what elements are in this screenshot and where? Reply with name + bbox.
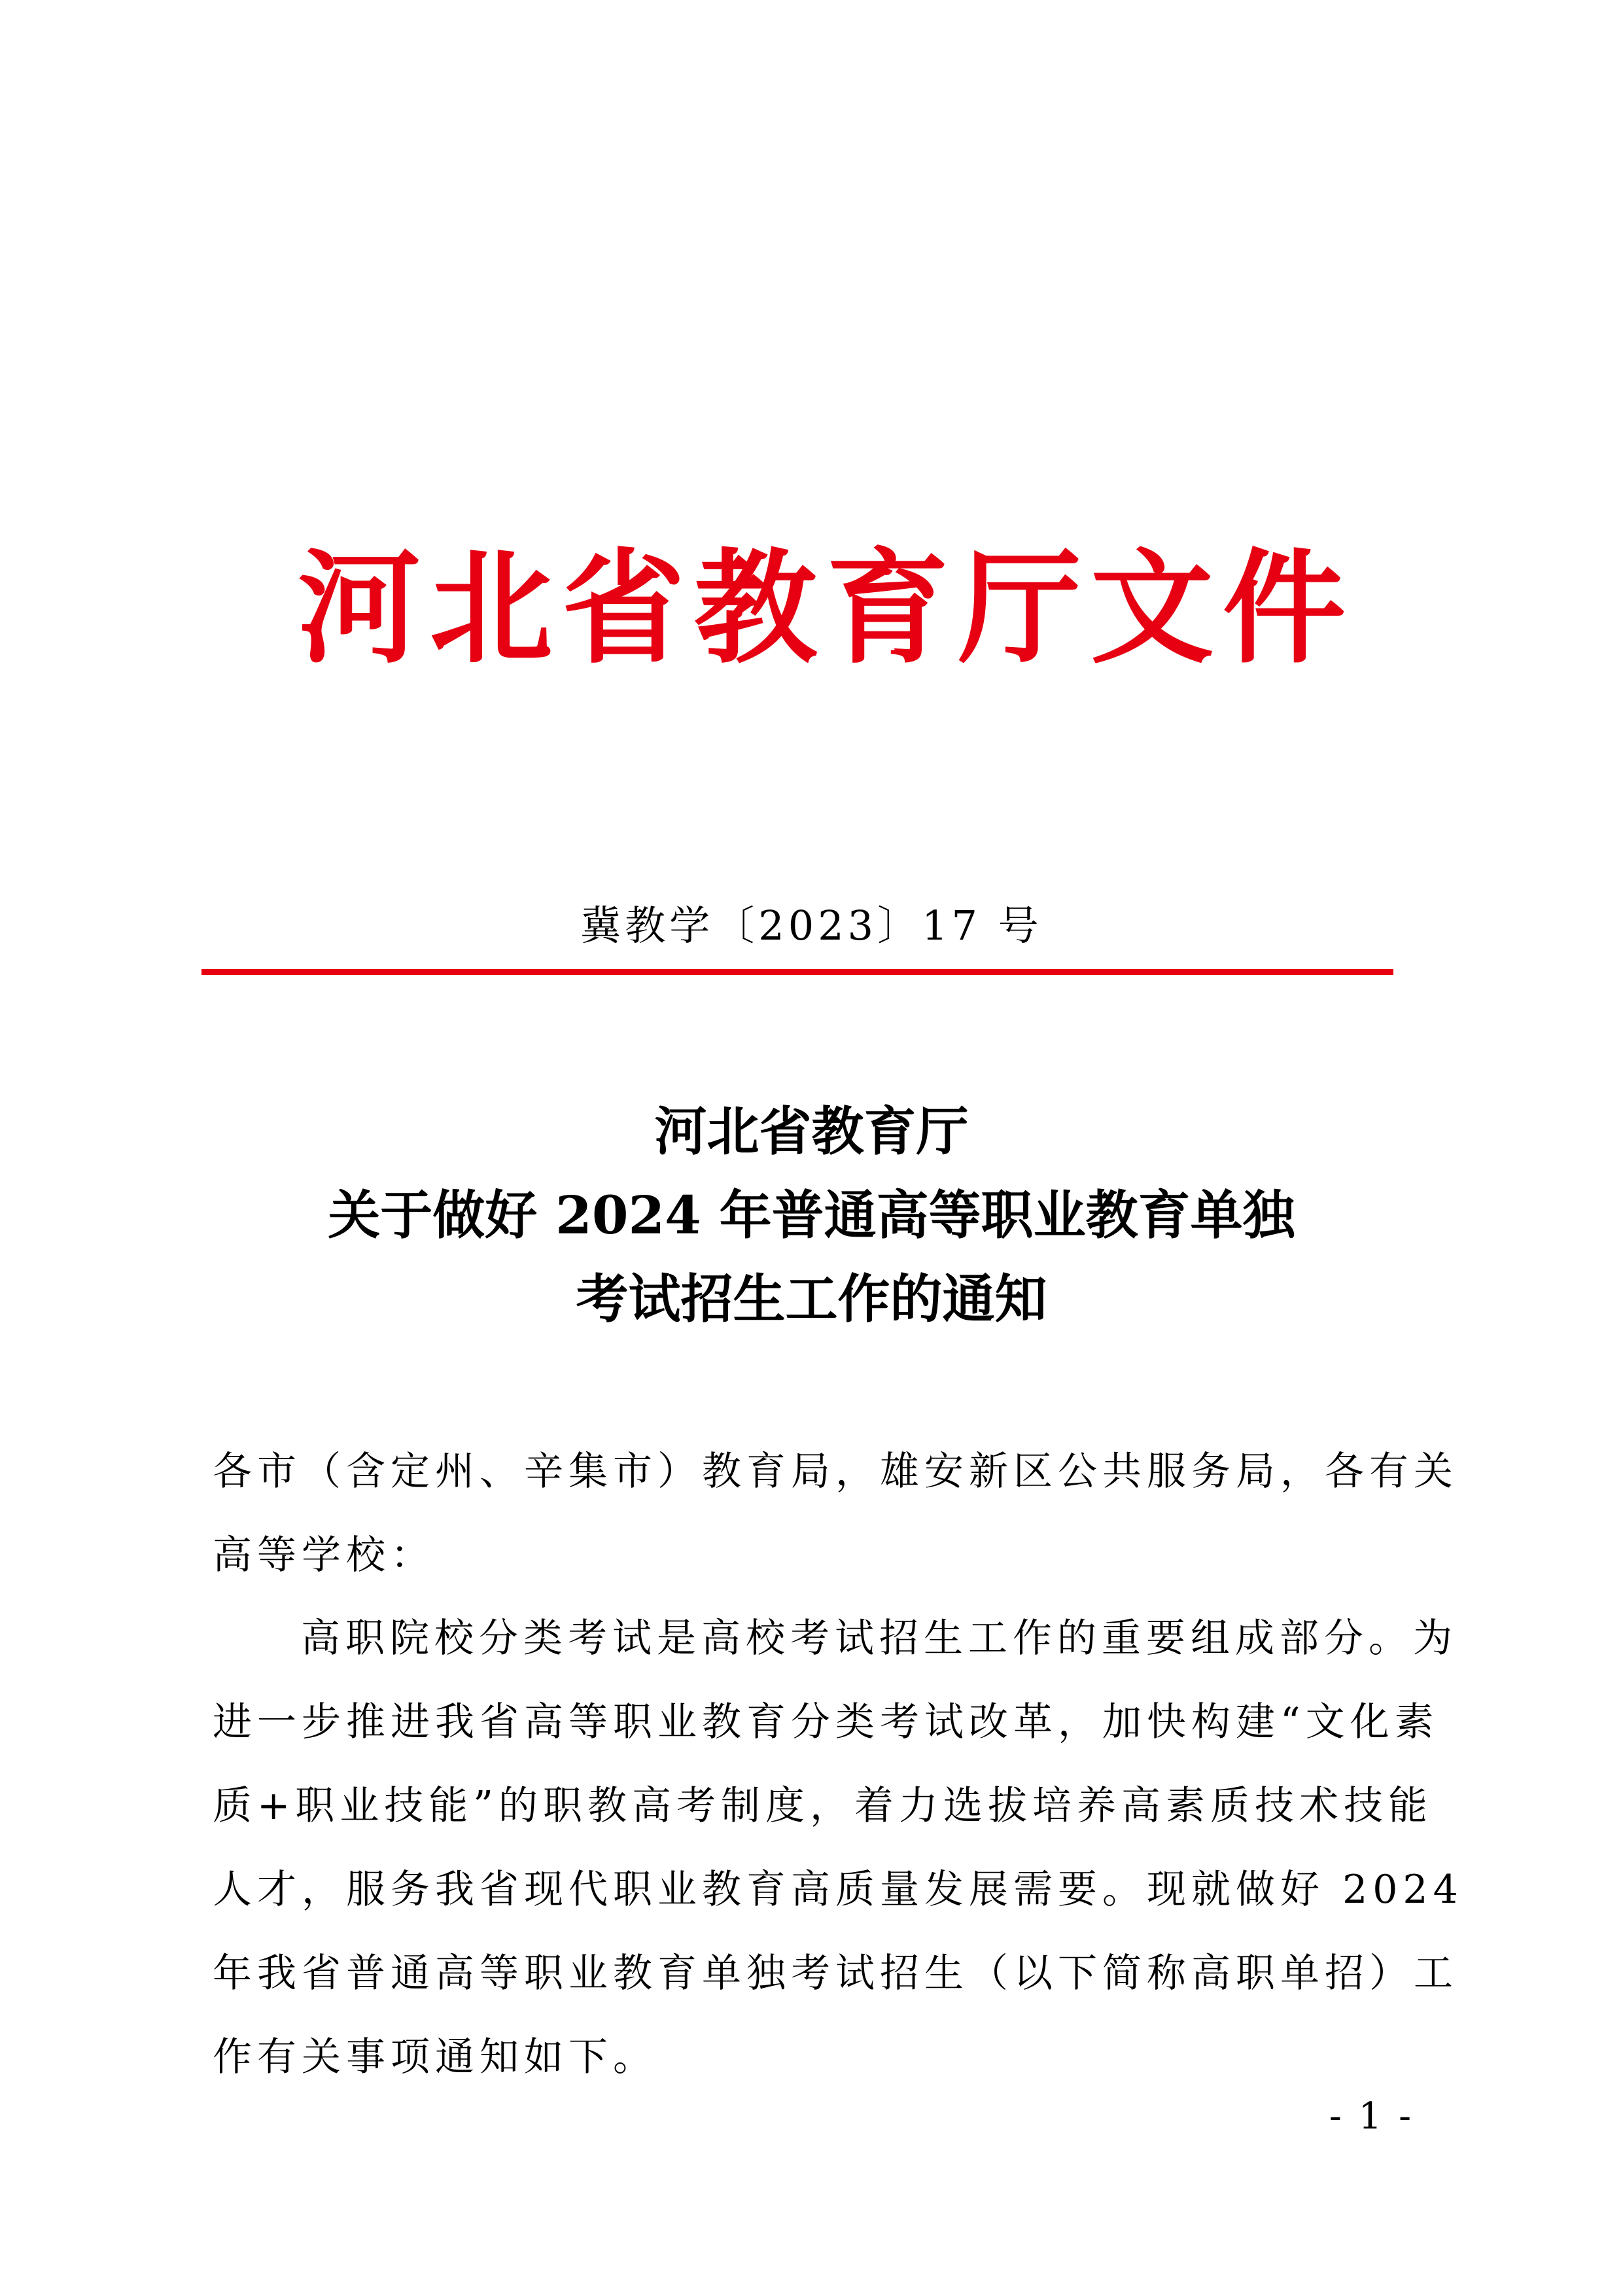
salutation	[213, 1430, 1458, 1597]
salutation-line: 高等学校：	[213, 1532, 435, 1578]
body-line: 进一步推进我省高等职业教育分类考试改革，加快构建“文化素	[213, 1699, 1439, 1745]
document-number: 冀教学〔2023〕17 号	[580, 902, 1043, 949]
page-number: - 1 -	[1329, 2095, 1414, 2138]
notice-title-line: 河北省教育厅	[654, 1101, 969, 1162]
notice-title-line: 关于做好 2024 年普通高等职业教育单独	[328, 1184, 1295, 1246]
body-line: 高职院校分类考试是高校考试招生工作的重要组成部分。为	[301, 1616, 1457, 1661]
salutation-line: 各市（含定州、辛集市）教育局，雄安新区公共服务局，各有关	[213, 1449, 1458, 1494]
body-line: 年我省普通高等职业教育单独考试招生（以下简称高职单招）工	[213, 1951, 1458, 1996]
body-line: 人才，服务我省现代职业教育高质量发展需要。现就做好 2024	[213, 1867, 1463, 1913]
notice-title	[0, 1089, 1623, 1341]
body-line: 质+职业技能”的职教高考制度，着力选拔培养高素质技术技能	[213, 1783, 1433, 1829]
body-paragraph	[213, 1597, 1463, 2099]
red-divider-rule	[201, 969, 1393, 975]
document-header-title: 河北省教育厅文件	[298, 536, 1355, 680]
body-line: 作有关事项通知如下。	[213, 2034, 657, 2080]
notice-title-line: 考试招生工作的通知	[576, 1268, 1047, 1330]
